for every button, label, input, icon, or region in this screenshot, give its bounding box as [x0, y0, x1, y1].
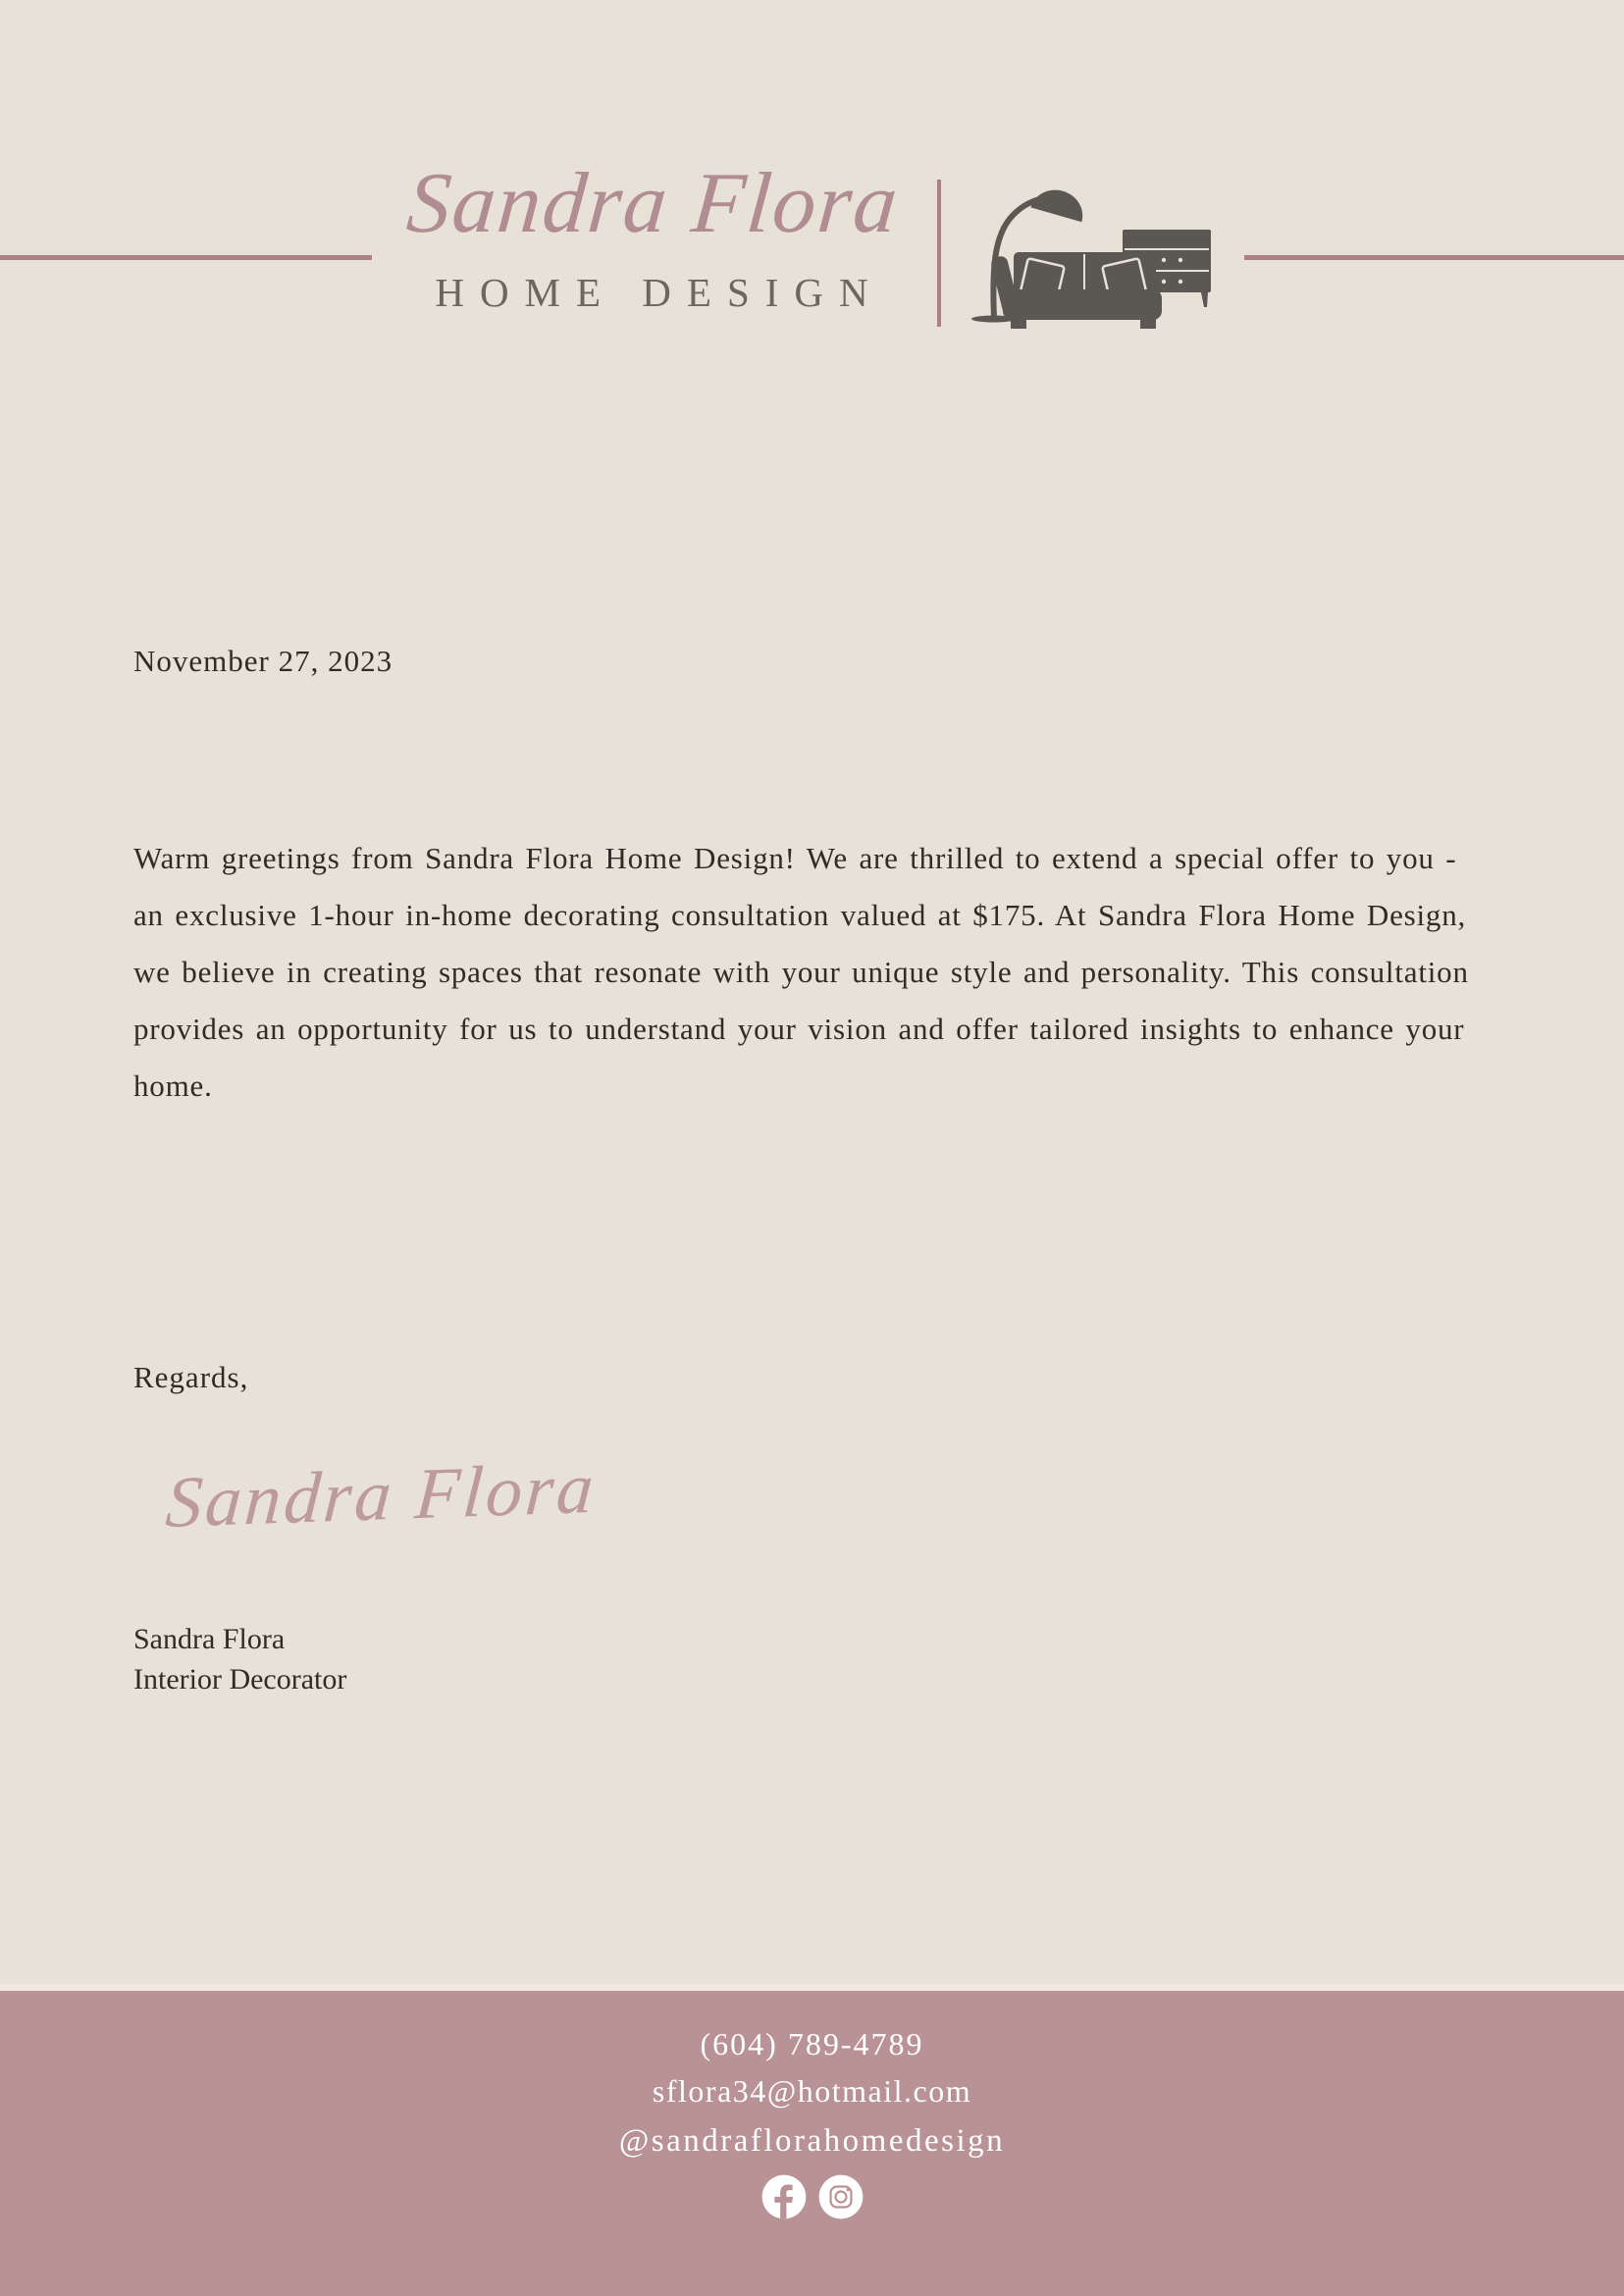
instagram-icon[interactable] — [818, 2174, 864, 2219]
footer-social-handle: @sandraflorahomedesign — [618, 2123, 1006, 2159]
footer-phone: (604) 789-4789 — [700, 2026, 924, 2061]
furniture-icon — [968, 154, 1219, 333]
sender-name: Sandra Flora — [133, 1623, 286, 1655]
sender-block — [133, 1619, 346, 1699]
facebook-icon[interactable] — [761, 2174, 807, 2219]
header-rule-left — [0, 255, 372, 260]
sender-title: Interior Decorator — [133, 1663, 347, 1696]
logo-divider-line — [937, 180, 941, 327]
header-rule-right — [1244, 255, 1624, 260]
brand-subtitle: HOME DESIGN — [435, 270, 884, 315]
brand-script-logo: Sandra Flora — [403, 156, 904, 251]
letter-closing: Regards, — [133, 1360, 249, 1394]
social-icons-row — [0, 2174, 1624, 2219]
letter-date: November 27, 2023 — [133, 644, 393, 678]
letter-body-text: Warm greetings from Sandra Flora Home Design! We are thrilled to extend a special offer to you - an exclusive 1-hour in-home decorating consultation valued at $175. At Sandra Flora Home Design, we believe in creating spaces that resonate with your unique style and personality. This consultation provides an opportunity for us to understand your vision and offer tailored insights to enhance your home. — [133, 841, 1469, 1103]
footer-email: sflora34@hotmail.com — [652, 2073, 972, 2109]
footer-contact-band — [0, 1991, 1624, 2296]
signature-script: Sandra Flora — [163, 1447, 600, 1544]
footer-top-accent-line — [0, 1984, 1624, 1991]
